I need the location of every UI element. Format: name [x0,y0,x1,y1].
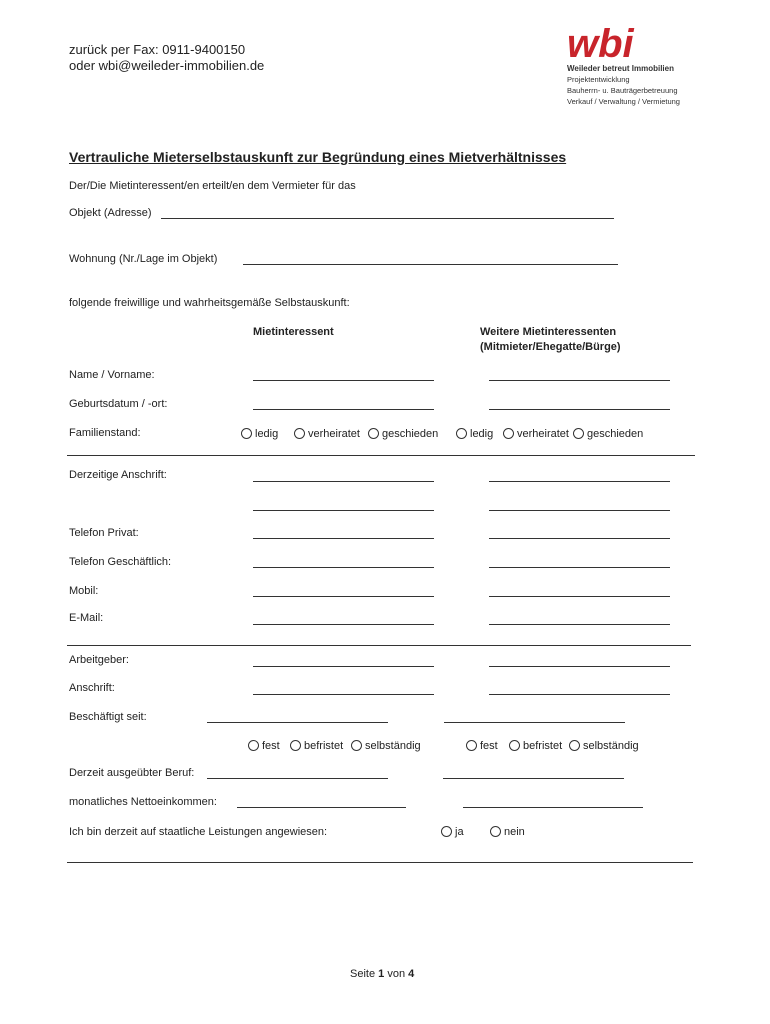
name-field-primary[interactable] [253,380,434,381]
family-verheiratet-secondary[interactable]: verheiratet [503,428,569,440]
address-field-primary-2[interactable] [253,510,434,511]
section-divider-1 [67,455,695,456]
page-number: 1 [378,968,385,980]
address-field-primary-1[interactable] [253,481,434,482]
column-header-secondary-sub: (Mitmieter/Ehegatte/Bürge) [480,341,621,353]
family-geschieden-primary[interactable]: geschieden [368,428,438,440]
benefits-label: Ich bin derzeit auf staatliche Leistungen angewiesen: [69,826,328,838]
intro-text: Der/Die Mietinteressent/en erteilt/en dem Vermieter für das [69,180,356,192]
phone-business-label: Telefon Geschäftlich: [69,556,172,568]
logo-wordmark: wbi [567,22,634,66]
radio-icon[interactable] [241,428,252,439]
employment-selbstaendig-secondary[interactable]: selbständig [569,740,639,752]
statement-text: folgende freiwillige und wahrheitsgemäße Selbstauskunft: [69,297,350,309]
page-of-label: von [387,968,406,980]
fax-line: zurück per Fax: 0911-9400150 [69,42,246,57]
employed-since-label: Beschäftigt seit: [69,711,147,723]
radio-icon[interactable] [351,740,362,751]
employer-address-field-primary[interactable] [253,694,434,695]
radio-icon[interactable] [248,740,259,751]
radio-icon[interactable] [490,826,501,837]
phone-private-field-secondary[interactable] [489,538,670,539]
birth-field-primary[interactable] [253,409,434,410]
phone-private-label: Telefon Privat: [69,527,139,539]
profession-label: Derzeit ausgeübter Beruf: [69,767,195,779]
profession-field-secondary[interactable] [443,778,624,779]
apartment-field[interactable] [243,264,618,265]
page-label: Seite [350,968,376,980]
employment-selbstaendig-primary[interactable]: selbständig [351,740,421,752]
logo-line1: Projektentwicklung [567,75,630,84]
radio-icon[interactable] [569,740,580,751]
radio-icon[interactable] [573,428,584,439]
employer-field-secondary[interactable] [489,666,670,667]
apartment-label: Wohnung (Nr./Lage im Objekt) [69,253,218,265]
object-label: Objekt (Adresse) [69,207,152,219]
radio-icon[interactable] [503,428,514,439]
radio-icon[interactable] [509,740,520,751]
radio-icon[interactable] [368,428,379,439]
radio-icon[interactable] [456,428,467,439]
section-divider-2 [67,645,691,646]
logo-line2: Bauherrn- u. Bauträgerbetreuung [567,86,678,95]
benefits-no[interactable]: nein [490,826,525,838]
income-label: monatliches Nettoeinkommen: [69,796,217,808]
family-ledig-primary[interactable]: ledig [241,428,278,440]
family-verheiratet-primary[interactable]: verheiratet [294,428,360,440]
employer-label: Arbeitgeber: [69,654,129,666]
employment-fest-secondary[interactable]: fest [466,740,498,752]
address-field-secondary-1[interactable] [489,481,670,482]
object-address-field[interactable] [161,218,614,219]
page-total: 4 [408,968,415,980]
benefits-yes[interactable]: ja [441,826,464,838]
section-divider-3 [67,862,693,863]
column-header-primary: Mietinteressent [253,326,334,338]
birth-label: Geburtsdatum / -ort: [69,398,168,410]
family-geschieden-secondary[interactable]: geschieden [573,428,643,440]
birth-field-secondary[interactable] [489,409,670,410]
radio-icon[interactable] [466,740,477,751]
radio-icon[interactable] [441,826,452,837]
name-field-secondary[interactable] [489,380,670,381]
address-label: Derzeitige Anschrift: [69,469,167,481]
employed-since-field-secondary[interactable] [444,722,625,723]
address-field-secondary-2[interactable] [489,510,670,511]
email-label: E-Mail: [69,612,104,624]
employment-befristet-secondary[interactable]: befristet [509,740,562,752]
email-line: oder wbi@weileder-immobilien.de [69,58,265,73]
employer-field-primary[interactable] [253,666,434,667]
employer-address-label: Anschrift: [69,682,115,694]
radio-icon[interactable] [294,428,305,439]
employer-address-field-secondary[interactable] [489,694,670,695]
profession-field-primary[interactable] [207,778,388,779]
income-field-primary[interactable] [237,807,406,808]
mobile-field-secondary[interactable] [489,596,670,597]
family-ledig-secondary[interactable]: ledig [456,428,493,440]
logo-line3: Verkauf / Verwaltung / Vermietung [567,97,680,106]
employed-since-field-primary[interactable] [207,722,388,723]
email-field-primary[interactable] [253,624,434,625]
email-field-secondary[interactable] [489,624,670,625]
mobile-label: Mobil: [69,585,99,597]
logo-company: Weileder betreut Immobilien [567,64,674,73]
family-label: Familienstand: [69,427,141,439]
employment-befristet-primary[interactable]: befristet [290,740,343,752]
phone-private-field-primary[interactable] [253,538,434,539]
page-footer [350,968,414,980]
column-header-secondary: Weitere Mietinteressenten [480,326,617,338]
radio-icon[interactable] [290,740,301,751]
name-label: Name / Vorname: [69,369,155,381]
form-title: Vertrauliche Mieterselbstauskunft zur Begründung eines Mietverhältnisses [69,149,567,165]
employment-fest-primary[interactable]: fest [248,740,280,752]
phone-business-field-primary[interactable] [253,567,434,568]
mobile-field-primary[interactable] [253,596,434,597]
income-field-secondary[interactable] [463,807,643,808]
phone-business-field-secondary[interactable] [489,567,670,568]
